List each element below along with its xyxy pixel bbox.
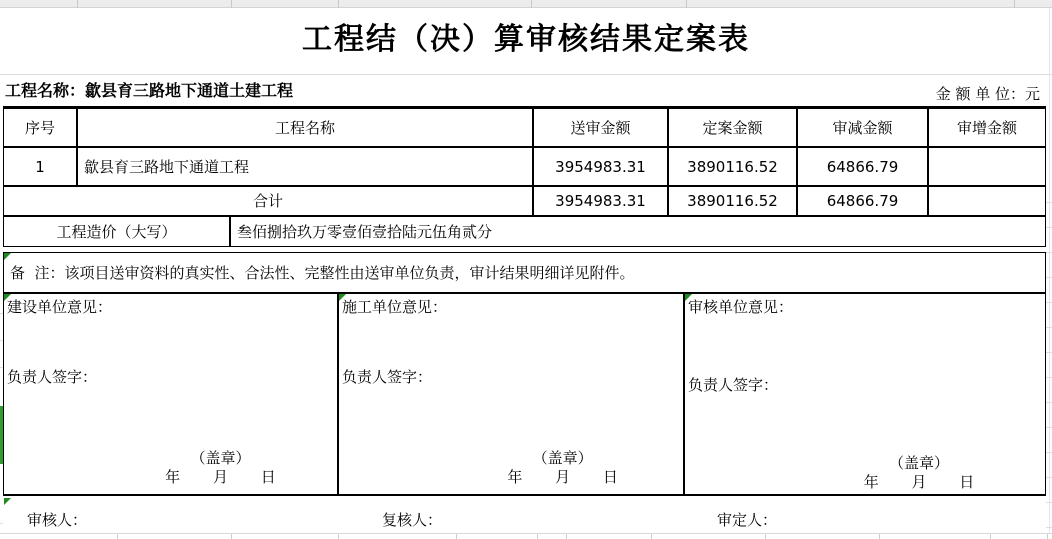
grid-tick (231, 534, 232, 539)
grid-tick (1046, 477, 1052, 478)
grid-tick (879, 534, 880, 539)
grid-tick (1046, 277, 1052, 278)
signer-label: 负责人签字： (342, 368, 433, 386)
grid-tick (537, 534, 538, 539)
grid-tick (651, 534, 652, 539)
header-cell-reduced[interactable]: 审减金额 (797, 108, 928, 147)
opinion-cell-auditor[interactable] (684, 293, 1046, 496)
grid-tick (456, 534, 457, 539)
grid-tick (1046, 427, 1052, 428)
grid-tick (0, 313, 3, 314)
header-cell-submitted[interactable]: 送审金额 (533, 108, 668, 147)
row1-seq[interactable]: 1 (3, 147, 77, 186)
grid-tick (0, 340, 3, 341)
reviewer-label[interactable]: 复核人： (382, 511, 443, 529)
date-label: 年 月 日 (165, 468, 276, 486)
approver-label[interactable]: 审定人： (717, 511, 778, 529)
grid-tick (566, 534, 567, 539)
grid-tick (765, 534, 766, 539)
grid-tick (1014, 0, 1015, 8)
grid-tick (1046, 252, 1052, 253)
row1-approved[interactable]: 3890116.52 (668, 147, 797, 186)
divider-line (0, 74, 1052, 75)
header-cell-increased[interactable]: 审增金额 (928, 108, 1046, 147)
grid-tick (1046, 502, 1052, 503)
project-name-label: 工程名称：歙县育三路地下通道土建工程 (5, 81, 294, 100)
grid-tick (1046, 327, 1052, 328)
page-break-indicator (0, 406, 3, 464)
grid-tick (990, 534, 991, 539)
seal-label: （盖章） (190, 449, 251, 467)
signer-label: 负责人签字： (7, 368, 98, 386)
grid-tick (0, 367, 3, 368)
opinion-cell-contractor[interactable] (338, 293, 684, 496)
date-label: 年 月 日 (863, 473, 975, 491)
table-bottom-border (3, 494, 1046, 496)
grid-tick (1046, 352, 1052, 353)
row1-submitted[interactable]: 3954983.31 (533, 147, 668, 186)
top-grid-strip (0, 0, 1052, 8)
amount-unit-label: 金 额 单 位：元 (935, 85, 1040, 103)
seal-label: （盖章） (532, 449, 593, 467)
excel-error-triangle-icon (685, 294, 692, 301)
grid-tick (338, 0, 339, 8)
seal-label: （盖章） (888, 454, 949, 472)
grid-tick (1046, 227, 1052, 228)
total-label[interactable]: 合计 (3, 186, 533, 216)
grid-tick (1046, 202, 1052, 203)
grid-tick (686, 0, 687, 8)
bottom-grid-line (0, 533, 1052, 534)
grid-tick (1047, 534, 1048, 539)
header-cell-seq[interactable]: 序号 (3, 108, 77, 147)
excel-error-triangle-icon (4, 253, 11, 260)
header-cell-approved[interactable]: 定案金额 (668, 108, 797, 147)
grid-tick (1046, 402, 1052, 403)
total-approved[interactable]: 3890116.52 (668, 186, 797, 216)
grid-tick (531, 0, 532, 8)
cost-words-value[interactable]: 叁佰捌拾玖万零壹佰壹拾陆元伍角贰分 (230, 216, 1046, 247)
header-cell-name[interactable]: 工程名称 (77, 108, 533, 147)
row1-reduced[interactable]: 64866.79 (797, 147, 928, 186)
date-label: 年 月 日 (507, 468, 618, 486)
opinion-title: 审核单位意见： (688, 298, 794, 316)
auditor-label[interactable]: 审核人： (27, 511, 88, 529)
grid-tick (1046, 377, 1052, 378)
excel-error-triangle-icon (4, 498, 11, 505)
signer-label: 负责人签字： (688, 376, 779, 394)
grid-tick (117, 534, 118, 539)
row1-increased[interactable] (928, 147, 1046, 186)
page-title: 工程结（决）算审核结果定案表 (302, 22, 750, 57)
grid-tick (0, 523, 3, 524)
total-reduced[interactable]: 64866.79 (797, 186, 928, 216)
opinion-cell-owner[interactable] (3, 293, 338, 496)
row1-name[interactable]: 歙县育三路地下通道工程 (77, 147, 533, 186)
total-increased[interactable] (928, 186, 1046, 216)
grid-tick (1046, 302, 1052, 303)
opinion-title: 建设单位意见： (7, 298, 113, 316)
opinion-title: 施工单位意见： (342, 298, 448, 316)
total-submitted[interactable]: 3954983.31 (533, 186, 668, 216)
cost-words-label[interactable]: 工程造价（大写） (3, 216, 230, 247)
excel-error-triangle-icon (4, 294, 11, 301)
grid-tick (338, 534, 339, 539)
grid-tick (77, 0, 78, 8)
right-grid-line (1049, 8, 1050, 533)
grid-tick (231, 0, 232, 8)
excel-error-triangle-icon (339, 294, 346, 301)
grid-tick (1046, 527, 1052, 528)
grid-tick (1046, 452, 1052, 453)
remark-cell[interactable]: 备 注：该项目送审资料的真实性、合法性、完整性由送审单位负责，审计结果明细详见附件。 (3, 252, 1046, 293)
